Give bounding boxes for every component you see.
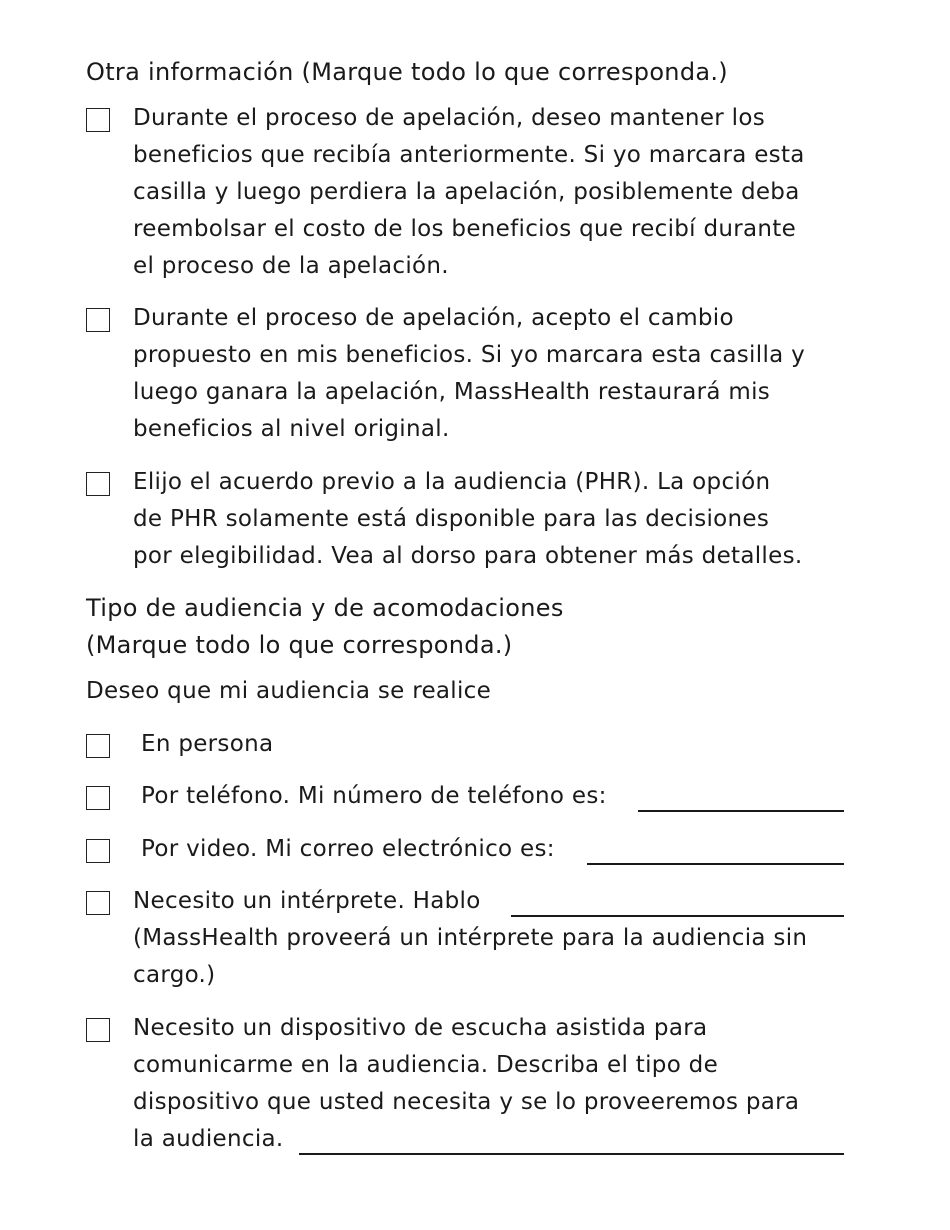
- interpreter-line: Necesito un intérprete. Hablo: [133, 888, 481, 914]
- phr-text: [133, 464, 845, 575]
- keep-benefits-line: reembolsar el costo de los beneficios que recibí durante: [133, 216, 797, 242]
- hearing-type-subheading: (Marque todo lo que corresponda.): [86, 631, 513, 659]
- in-person-checkbox[interactable]: [86, 734, 110, 758]
- accept-change-line: beneficios al nivel original.: [133, 416, 450, 442]
- keep-benefits-line: Durante el proceso de apelación, deseo mantener los: [133, 105, 765, 131]
- phr-line: Elijo el acuerdo previo a la audiencia (PHR). La opción: [133, 469, 771, 495]
- listening-device-line: dispositivo que usted necesita y se lo proveeremos para: [133, 1089, 800, 1115]
- phone-checkbox[interactable]: [86, 786, 110, 810]
- phone-label: Por teléfono. Mi número de teléfono es:: [141, 783, 607, 809]
- listening-device-line: Necesito un dispositivo de escucha asistida para: [133, 1015, 708, 1041]
- video-label: Por video. Mi correo electrónico es:: [141, 836, 555, 862]
- other-information-heading: Otra información (Marque todo lo que corresponda.): [86, 58, 728, 86]
- listening-device-line: comunicarme en la audiencia. Describa el tipo de: [133, 1052, 719, 1078]
- keep-benefits-text: [133, 100, 845, 285]
- interpreter-line: cargo.): [133, 962, 216, 988]
- phr-line: por elegibilidad. Vea al dorso para obtener más detalles.: [133, 543, 803, 569]
- phone-number-field[interactable]: [638, 788, 844, 812]
- phr-line: de PHR solamente está disponible para las decisiones: [133, 506, 770, 532]
- hearing-type-heading: Tipo de audiencia y de acomodaciones: [86, 594, 564, 622]
- keep-benefits-line: el proceso de la apelación.: [133, 253, 449, 279]
- accept-change-text: [133, 300, 845, 448]
- listening-device-line: la audiencia.: [133, 1126, 284, 1152]
- language-field[interactable]: [511, 893, 844, 917]
- phr-checkbox[interactable]: [86, 472, 110, 496]
- interpreter-line: (MassHealth proveerá un intérprete para la audiencia sin: [133, 925, 808, 951]
- interpreter-checkbox[interactable]: [86, 891, 110, 915]
- in-person-label: En persona: [141, 731, 274, 757]
- email-field[interactable]: [587, 841, 844, 865]
- video-checkbox[interactable]: [86, 839, 110, 863]
- listening-device-checkbox[interactable]: [86, 1018, 110, 1042]
- accept-change-checkbox[interactable]: [86, 308, 110, 332]
- accept-change-line: propuesto en mis beneficios. Si yo marcara esta casilla y: [133, 342, 806, 368]
- accept-change-line: luego ganara la apelación, MassHealth restaurará mis: [133, 379, 771, 405]
- keep-benefits-line: casilla y luego perdiera la apelación, posiblemente deba: [133, 179, 800, 205]
- keep-benefits-line: beneficios que recibía anteriormente. Si yo marcara esta: [133, 142, 805, 168]
- hearing-preference-label: Deseo que mi audiencia se realice: [86, 678, 492, 704]
- accept-change-line: Durante el proceso de apelación, acepto el cambio: [133, 305, 734, 331]
- device-description-field[interactable]: [299, 1131, 844, 1155]
- keep-benefits-checkbox[interactable]: [86, 108, 110, 132]
